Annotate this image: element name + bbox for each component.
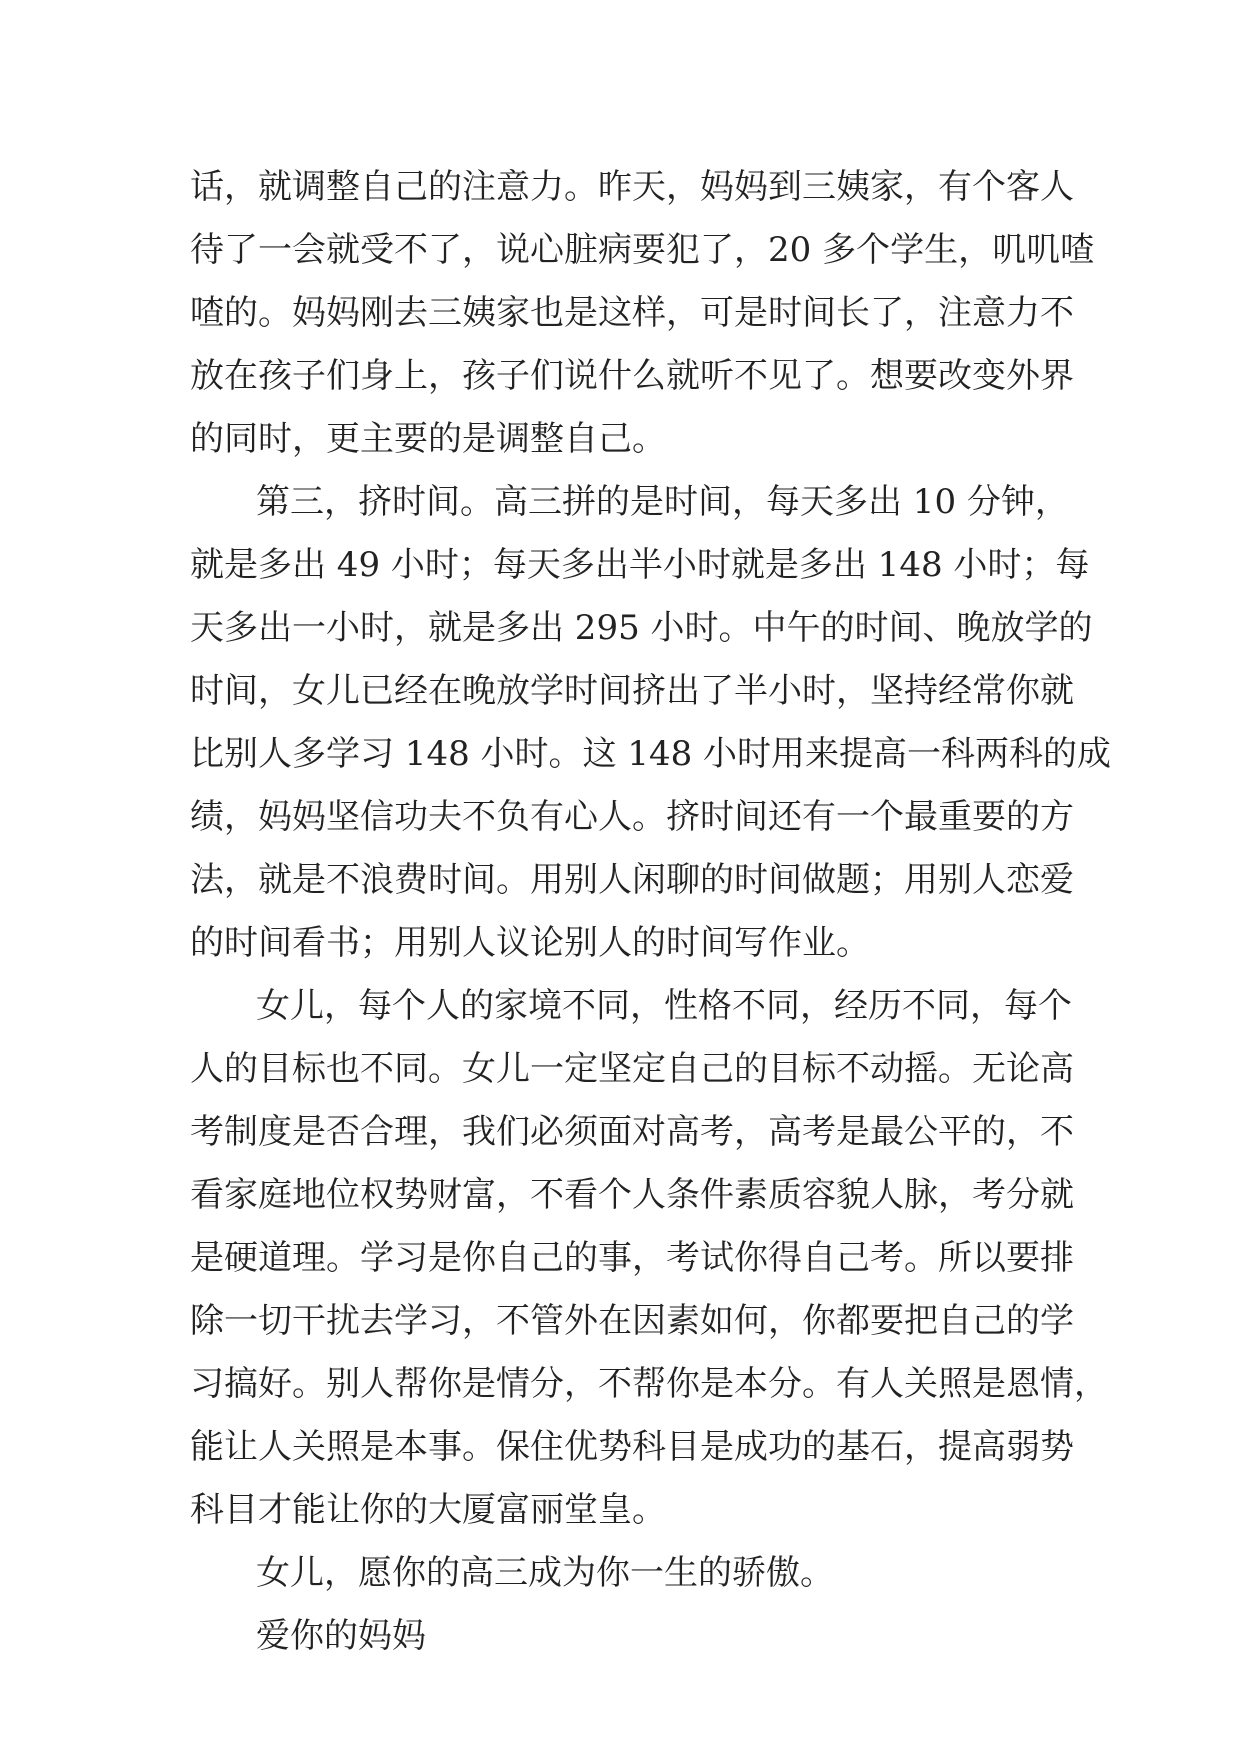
text-line: 女儿，愿你的高三成为你一生的骄傲。 [256,1553,834,1593]
text-line: 喳的。妈妈刚去三姨家也是这样，可是时间长了，注意力不 [190,293,1074,333]
text-line: 天多出一小时，就是多出 295 小时。中午的时间、晚放学的 [190,608,1093,648]
text-line: 法，就是不浪费时间。用别人闲聊的时间做题；用别人恋爱 [190,860,1074,900]
letter-body [190,156,1112,1668]
text-line: 女儿，每个人的家境不同，性格不同，经历不同，每个 [256,986,1072,1026]
text-line: 看家庭地位权势财富，不看个人条件素质容貌人脉，考分就 [190,1175,1074,1215]
text-line: 第三，挤时间。高三拼的是时间，每天多出 10 分钟， [256,482,1069,522]
signature-line: 爱你的妈妈 [256,1616,426,1656]
text-line: 人的目标也不同。女儿一定坚定自己的目标不动摇。无论高 [190,1049,1074,1089]
text-line: 是硬道理。学习是你自己的事，考试你得自己考。所以要排 [190,1238,1074,1278]
text-line: 习搞好。别人帮你是情分，不帮你是本分。有人关照是恩情， [190,1364,1108,1404]
text-line: 时间，女儿已经在晚放学时间挤出了半小时，坚持经常你就 [190,671,1074,711]
text-line: 就是多出 49 小时；每天多出半小时就是多出 148 小时；每 [190,545,1090,585]
text-line: 放在孩子们身上，孩子们说什么就听不见了。想要改变外界 [190,356,1074,396]
text-line: 能让人关照是本事。保住优势科目是成功的基石，提高弱势 [190,1427,1074,1467]
text-line: 待了一会就受不了，说心脏病要犯了，20 多个学生，叽叽喳 [190,230,1095,270]
text-line: 的时间看书；用别人议论别人的时间写作业。 [190,923,870,963]
text-line: 除一切干扰去学习，不管外在因素如何，你都要把自己的学 [190,1301,1074,1341]
text-line: 话，就调整自己的注意力。昨天，妈妈到三姨家，有个客人 [190,167,1074,207]
text-line: 考制度是否合理，我们必须面对高考，高考是最公平的，不 [190,1112,1074,1152]
text-line: 绩，妈妈坚信功夫不负有心人。挤时间还有一个最重要的方 [190,797,1074,837]
text-line: 科目才能让你的大厦富丽堂皇。 [190,1490,666,1530]
text-line: 的同时，更主要的是调整自己。 [190,419,666,459]
text-line: 比别人多学习 148 小时。这 148 小时用来提高一科两科的成 [190,734,1112,774]
